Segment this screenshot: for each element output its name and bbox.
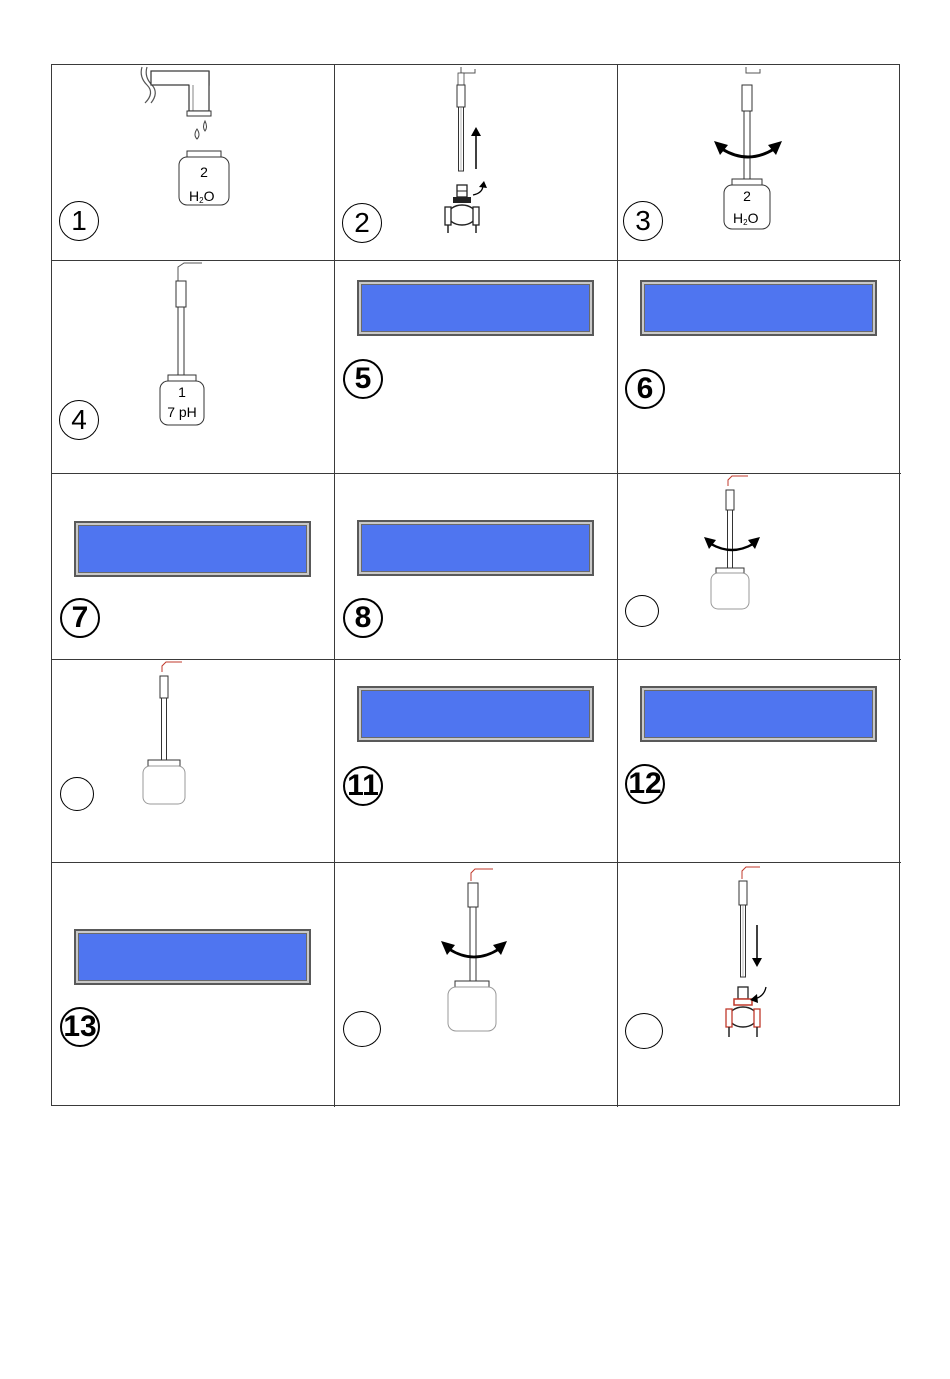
step-15-cell (618, 863, 901, 1107)
step-14-cell (335, 863, 618, 1107)
step-8-cell (335, 474, 618, 660)
step-number: 1 (59, 201, 99, 241)
faucet-icon (137, 67, 227, 147)
step-number: 13 (60, 1007, 100, 1047)
swirl-arrows-icon (704, 532, 760, 556)
step-13-cell (52, 863, 335, 1107)
probe-icon (738, 67, 768, 185)
lcd-display-icon (640, 280, 877, 336)
pipe-fitting-icon (443, 181, 503, 237)
lcd-display-icon (640, 686, 877, 742)
step-12-cell (618, 660, 901, 863)
lcd-display-icon (357, 280, 594, 336)
step-6-cell (618, 261, 901, 474)
step-number (60, 777, 94, 811)
step-10-cell (52, 660, 335, 863)
jar-icon (722, 179, 772, 231)
up-arrow-icon (469, 127, 483, 169)
step-number: 3 (623, 201, 663, 241)
jar-icon (158, 375, 206, 427)
jar-icon (447, 981, 497, 1033)
step-number: 7 (60, 598, 100, 638)
lcd-display-icon (357, 520, 594, 576)
jar-icon (177, 151, 231, 207)
pipe-fitting-icon (724, 983, 784, 1041)
jar-icon (710, 568, 750, 610)
step-3-cell (618, 65, 901, 261)
step-11-cell (335, 660, 618, 863)
jar-label: H2O (733, 210, 759, 227)
probe-icon (465, 865, 505, 989)
down-arrow-icon (750, 925, 764, 967)
step-number: 6 (625, 369, 665, 409)
probe-icon (158, 660, 198, 764)
lcd-display-icon (74, 929, 311, 985)
step-2-cell (335, 65, 618, 261)
step-1-cell (52, 65, 335, 261)
lcd-display-icon (74, 521, 311, 577)
jar-number: 2 (200, 164, 208, 180)
swirl-arrows-icon (714, 135, 782, 163)
step-number: 2 (342, 203, 382, 243)
step-7-cell (52, 474, 335, 660)
step-9-cell (618, 474, 901, 660)
step-number: 4 (59, 400, 99, 440)
jar-label: H2O (189, 188, 215, 205)
step-number: 12 (625, 764, 665, 804)
jar-number: 2 (743, 188, 751, 204)
jar-label: 7 pH (167, 404, 197, 420)
step-number: 8 (343, 598, 383, 638)
procedure-grid (51, 64, 900, 1106)
swirl-arrows-icon (441, 935, 507, 963)
step-number: 11 (343, 766, 383, 806)
step-4-cell (52, 261, 335, 474)
step-number (625, 595, 659, 627)
step-number (343, 1011, 381, 1047)
jar-icon (142, 760, 186, 806)
lcd-display-icon (357, 686, 594, 742)
step-5-cell (335, 261, 618, 474)
jar-number: 1 (178, 384, 186, 400)
probe-icon (172, 261, 212, 379)
probe-icon (724, 474, 764, 574)
step-number: 5 (343, 359, 383, 399)
step-number (625, 1013, 663, 1049)
